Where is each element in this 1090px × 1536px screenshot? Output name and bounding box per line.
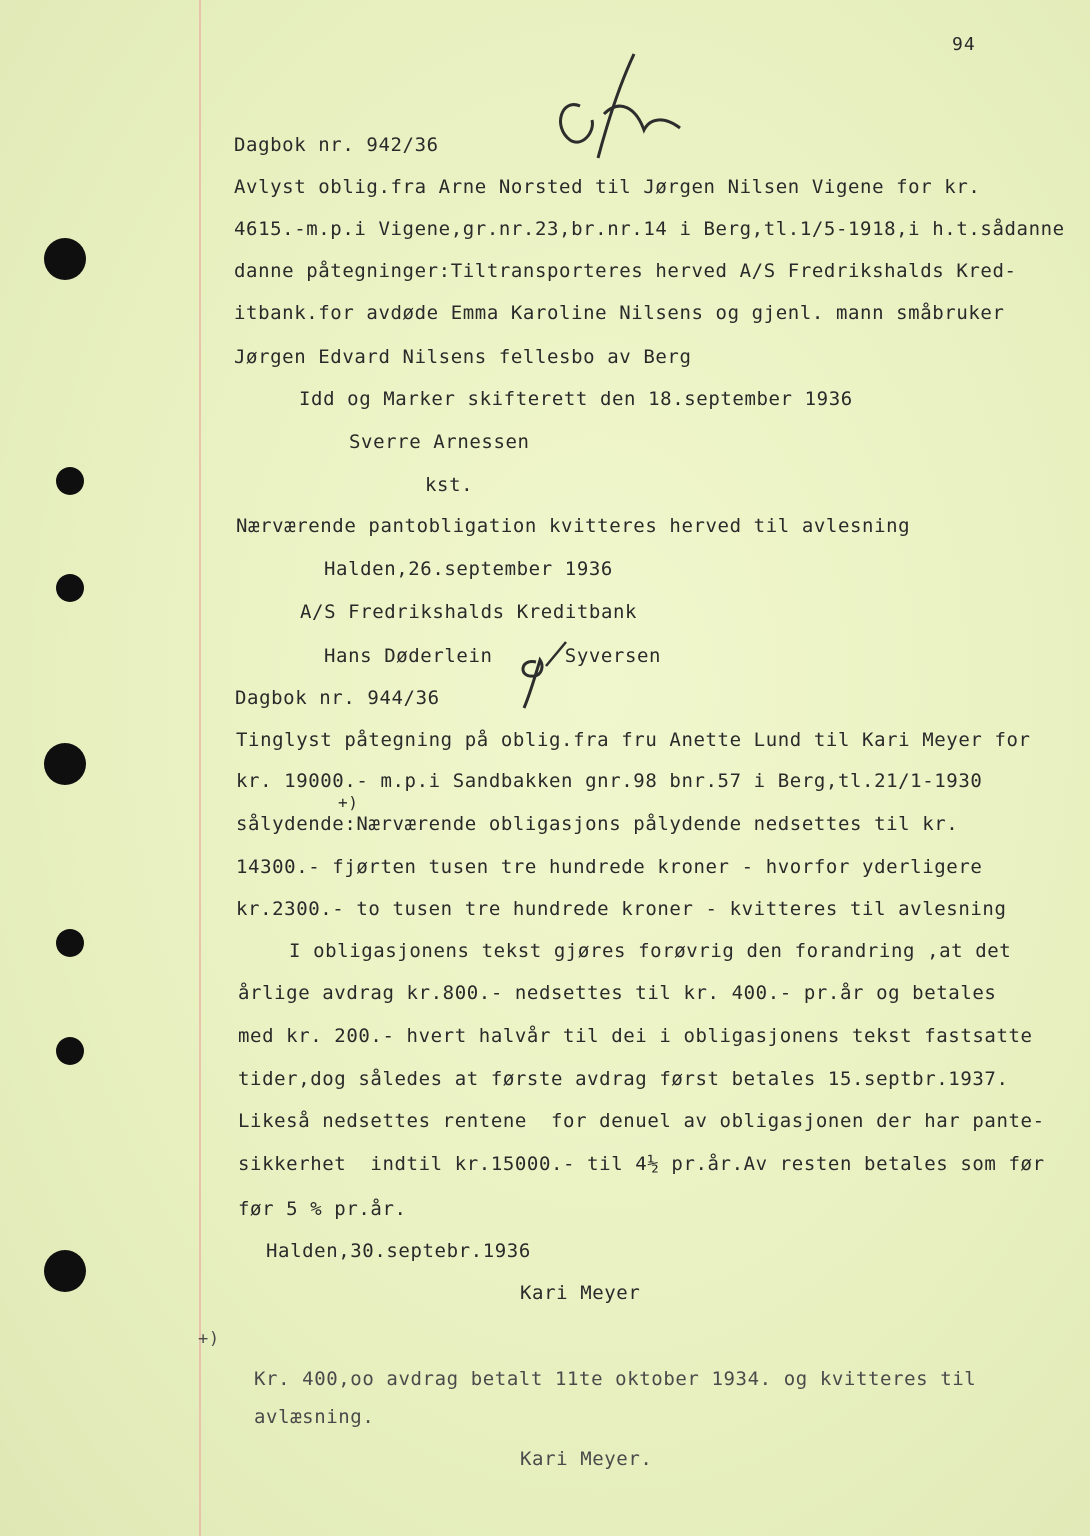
page-number: 94 [952, 34, 976, 55]
punch-hole [44, 743, 86, 785]
punch-hole [44, 238, 86, 280]
entry-line: itbank.for avdøde Emma Karoline Nilsens og gjenl. mann småbruker [234, 302, 1005, 324]
entry-line: kst. [425, 474, 474, 496]
footnote-signature: Kari Meyer. [520, 1448, 653, 1470]
entry-line: A/S Fredrikshalds Kreditbank [300, 601, 638, 623]
punch-hole [56, 467, 84, 495]
footnote-line: avlæsning. [254, 1406, 375, 1428]
entry-line: Kari Meyer [520, 1282, 641, 1304]
entry-line: årlige avdrag kr.800.- nedsettes til kr. 400.- pr.år og betales [238, 982, 997, 1004]
entry-line: tider,dog således at første avdrag først betales 15.septbr.1937. [238, 1068, 1009, 1090]
punch-hole [44, 1250, 86, 1292]
entry-header: Dagbok nr. 942/36 [234, 134, 439, 156]
entry-line: Hans Døderlein Syversen [324, 645, 662, 667]
footnote-mark: +) [198, 1329, 220, 1349]
entry-line: I obligasjonens tekst gjøres forøvrig den forandring ,at det [289, 940, 1012, 962]
entry-line: Idd og Marker skifterett den 18.september 1936 [299, 388, 853, 410]
entry-header: Dagbok nr. 944/36 [235, 687, 440, 709]
entry-line: Jørgen Edvard Nilsens fellesbo av Berg [234, 346, 692, 368]
handwritten-initials-mark [540, 48, 690, 168]
punch-hole [56, 1037, 84, 1065]
entry-line: sikkerhet indtil kr.15000.- til 4½ pr.år.Av resten betales som før [238, 1153, 1045, 1175]
margin-rule [199, 0, 201, 1536]
entry-line: Tinglyst påtegning på oblig.fra fru Anette Lund til Kari Meyer for [236, 729, 1031, 751]
entry-line: Avlyst oblig.fra Arne Norsted til Jørgen Nilsen Vigene for kr. [234, 176, 981, 198]
handwritten-signature-mark [506, 632, 576, 712]
entry-line: sålydende:Nærværende obligasjons pålydende nedsettes til kr. [236, 813, 959, 835]
entry-line: 4615.-m.p.i Vigene,gr.nr.23,br.nr.14 i Berg,tl.1/5-1918,i h.t.sådanne [234, 218, 1065, 240]
margin-insert-mark: +) [338, 793, 359, 812]
entry-line: Likeså nedsettes rentene for denuel av obligasjonen der har pante- [238, 1110, 1045, 1132]
entry-line: 14300.- fjørten tusen tre hundrede kroner - hvorfor yderligere [236, 856, 983, 878]
entry-line: Sverre Arnessen [349, 431, 530, 453]
entry-line: kr.2300.- to tusen tre hundrede kroner - kvitteres til avlesning [236, 898, 1007, 920]
entry-line: Halden,30.septebr.1936 [266, 1240, 531, 1262]
punch-hole [56, 574, 84, 602]
entry-line: med kr. 200.- hvert halvår til dei i obligasjonens tekst fastsatte [238, 1025, 1033, 1047]
entry-line: kr. 19000.- m.p.i Sandbakken gnr.98 bnr.57 i Berg,tl.21/1-1930 [236, 770, 983, 792]
entry-line: danne påtegninger:Tiltransporteres herved A/S Fredrikshalds Kred- [234, 260, 1017, 282]
footnote-line: Kr. 400,oo avdrag betalt 11te oktober 1934. og kvitteres til [254, 1368, 977, 1390]
entry-line: Nærværende pantobligation kvitteres herved til avlesning [236, 515, 911, 537]
entry-line: før 5 % pr.år. [238, 1198, 407, 1220]
entry-line: Halden,26.september 1936 [324, 558, 613, 580]
punch-hole [56, 929, 84, 957]
